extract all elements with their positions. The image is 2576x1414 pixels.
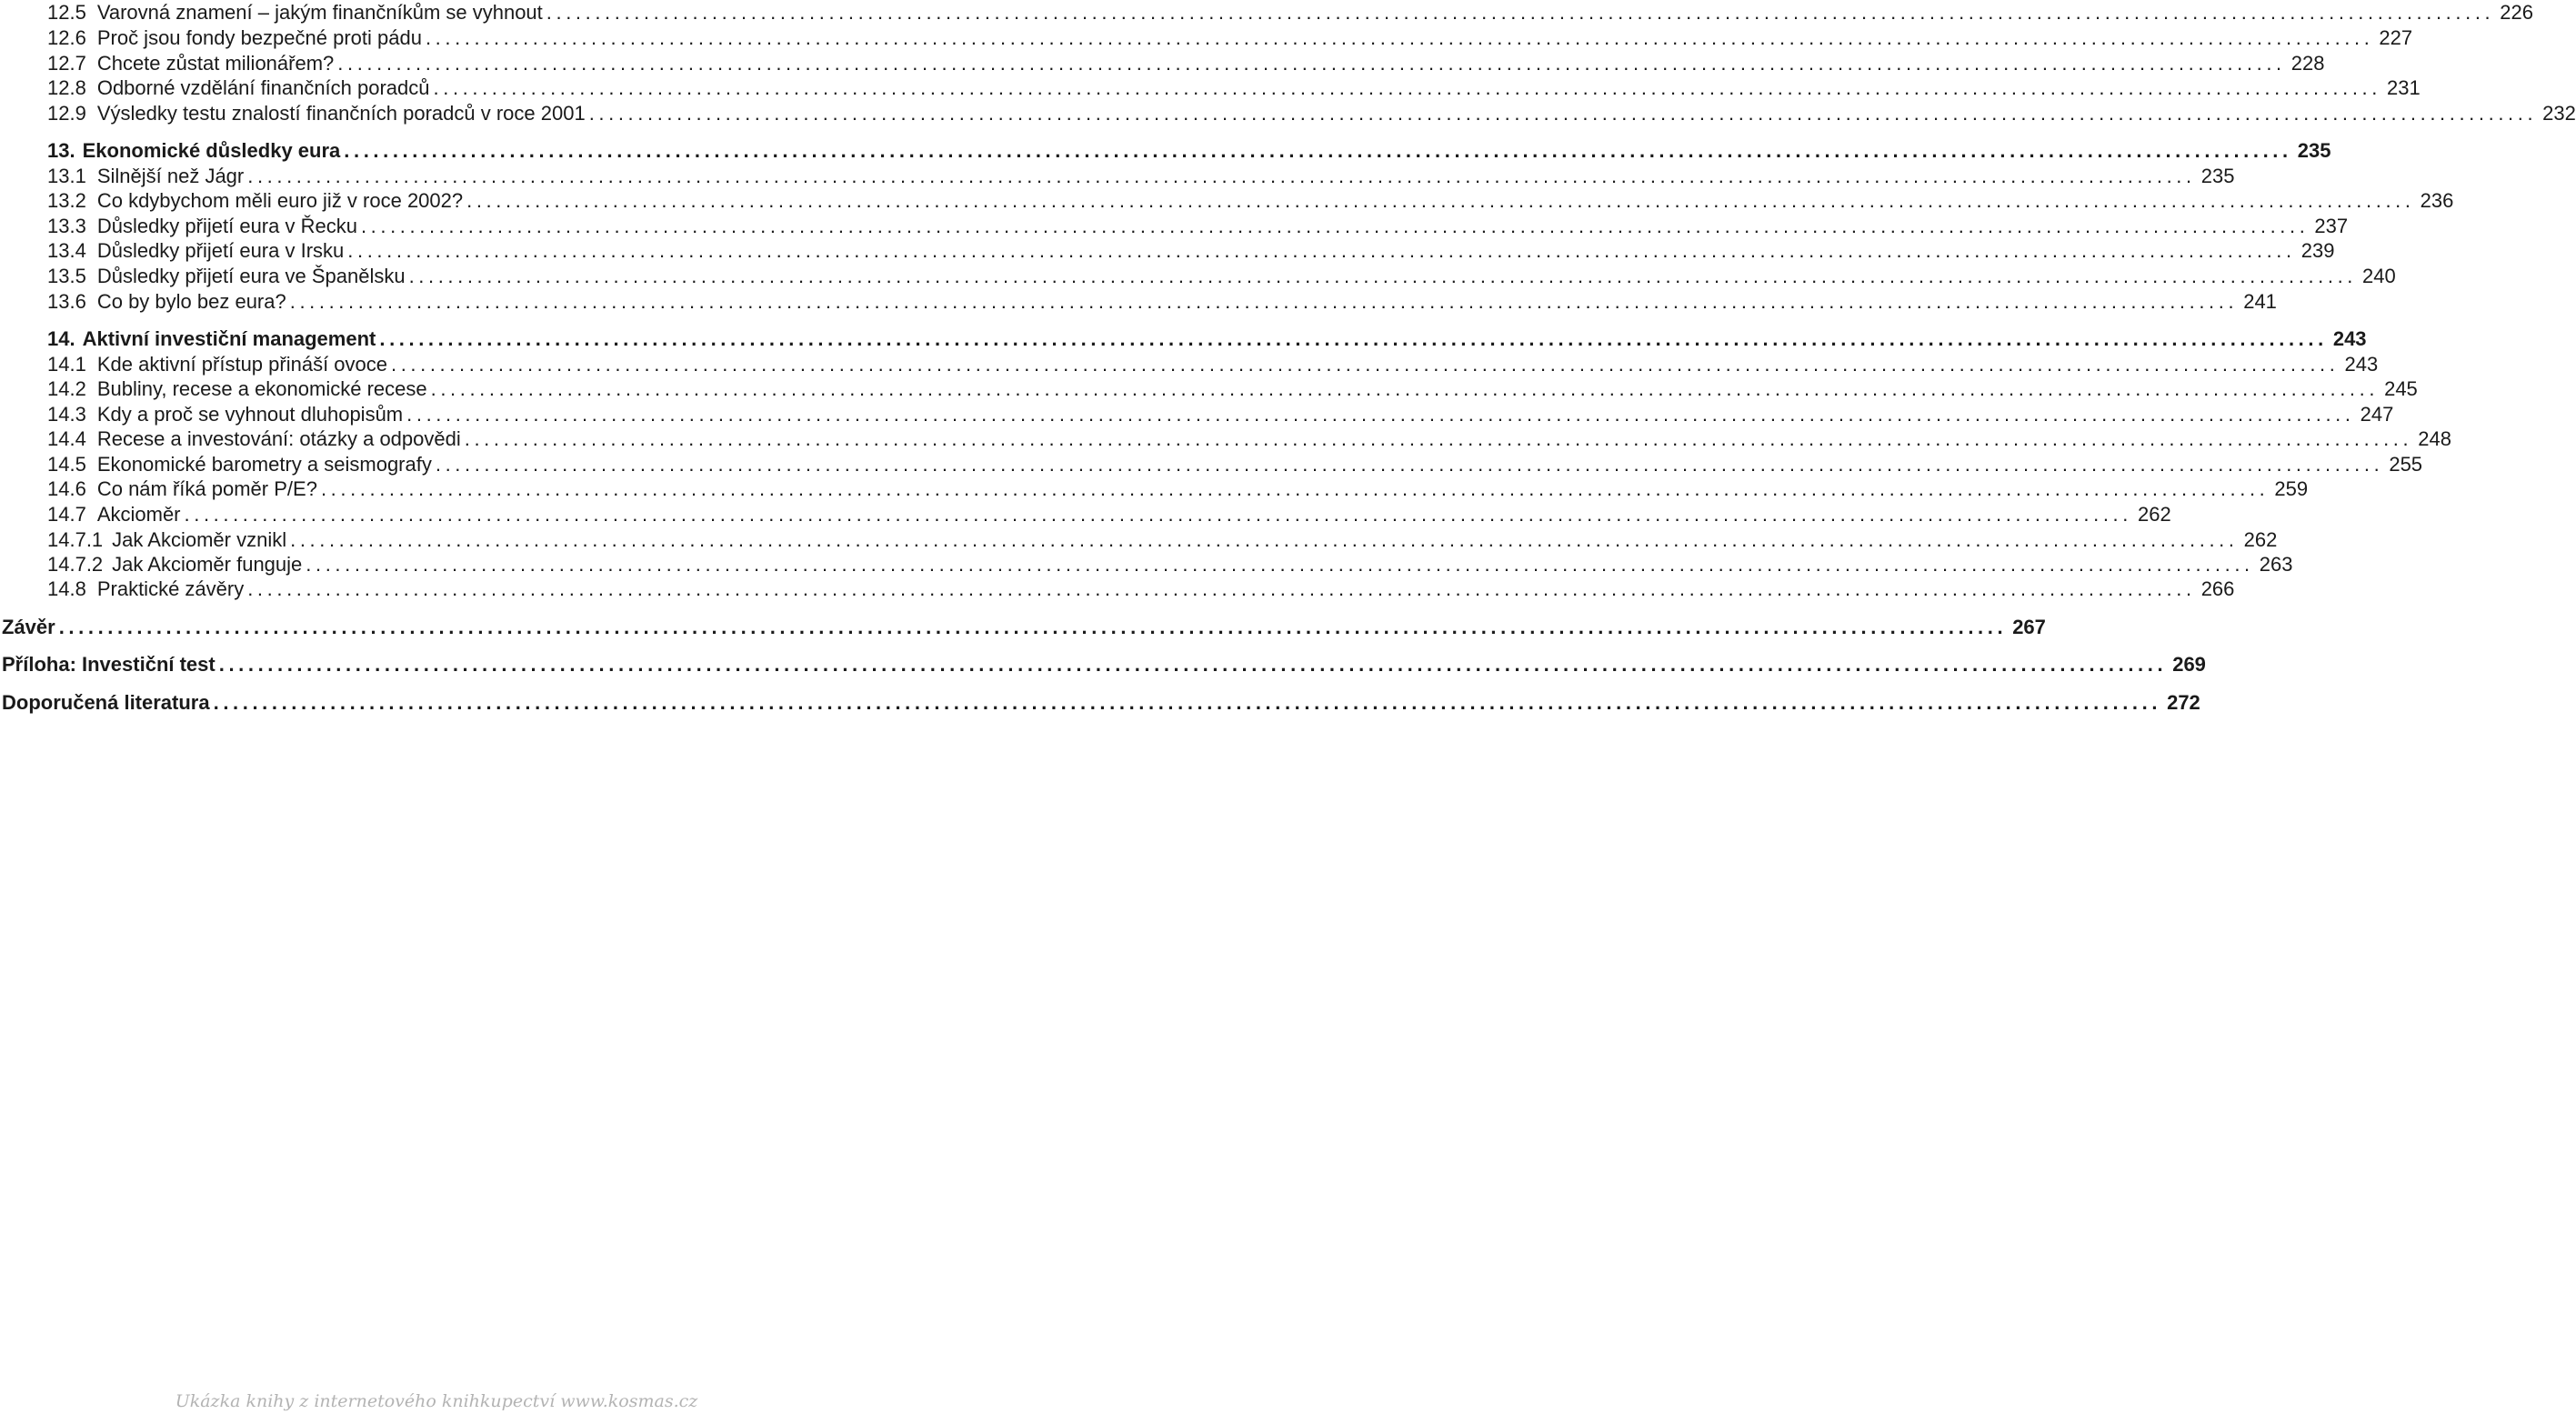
toc-entry bbox=[47, 214, 2349, 239]
toc-entry bbox=[47, 352, 2379, 377]
dot-leader: ........................................................................................................................................................................................................ bbox=[347, 239, 2296, 262]
toc-entry-page: 266 bbox=[2200, 577, 2235, 600]
toc-entry-page: 262 bbox=[2137, 503, 2171, 526]
toc-entry-page: 241 bbox=[2243, 290, 2277, 313]
toc-entry-title: Varovná znamení – jakým finančníkům se vyhnout bbox=[96, 1, 543, 24]
toc-entry-number: 13.2 bbox=[47, 189, 86, 212]
dot-leader: ........................................................................................................................................................................................................ bbox=[213, 691, 2162, 714]
toc-entry-title: Co kdybychom měli euro již v roce 2002? bbox=[96, 189, 464, 212]
toc-entry-page: 235 bbox=[2200, 165, 2235, 187]
toc-entry-number: 14.7.2 bbox=[47, 553, 104, 576]
dot-leader: ........................................................................................................................................................................................................ bbox=[408, 265, 2358, 287]
toc-entry-number: 14. bbox=[47, 327, 75, 350]
dot-leader: ........................................................................................................................................................................................................ bbox=[289, 290, 2239, 313]
toc-entry-title: Doporučená literatura bbox=[2, 691, 210, 714]
toc-entry bbox=[47, 289, 2277, 315]
dot-leader: ........................................................................................................................................................................................................ bbox=[466, 189, 2415, 212]
toc-entry-page: 262 bbox=[2243, 528, 2278, 551]
toc-entry-number: 14.2 bbox=[47, 377, 86, 400]
toc-entry-title: Chcete zůstat milionářem? bbox=[96, 52, 335, 75]
toc-entry-page: 237 bbox=[2314, 215, 2349, 237]
toc-entry-number: 13.1 bbox=[47, 165, 86, 187]
toc-entry bbox=[47, 326, 2367, 352]
toc-entry-title: Aktivní investiční management bbox=[82, 327, 376, 350]
dot-leader: ........................................................................................................................................................................................................ bbox=[306, 553, 2254, 576]
dot-leader: ........................................................................................................................................................................................................ bbox=[433, 76, 2381, 99]
toc-entry-page: 236 bbox=[2420, 189, 2454, 212]
toc-entry bbox=[47, 164, 2235, 189]
dot-leader: ........................................................................................................................................................................................................ bbox=[406, 403, 2355, 426]
dot-leader: ........................................................................................................................................................................................................ bbox=[247, 577, 2196, 600]
dot-leader: ........................................................................................................................................................................................................ bbox=[425, 26, 2374, 49]
toc-entry-page: 263 bbox=[2259, 553, 2293, 576]
toc-entry bbox=[47, 101, 2576, 126]
toc-entry-title: Důsledky přijetí eura v Řecku bbox=[96, 215, 357, 237]
toc-entry bbox=[47, 0, 2533, 25]
toc-entry-page: 232 bbox=[2542, 102, 2576, 125]
toc-entry bbox=[47, 376, 2418, 402]
toc-entry-number: 14.3 bbox=[47, 403, 86, 426]
toc-entry-number: 13. bbox=[47, 139, 75, 162]
toc-entry bbox=[47, 138, 2331, 164]
toc-entry-title: Ekonomické důsledky eura bbox=[82, 139, 341, 162]
dot-leader: ........................................................................................................................................................................................................ bbox=[290, 528, 2239, 551]
toc-entry bbox=[47, 75, 2421, 101]
toc-entry bbox=[47, 25, 2413, 51]
toc-entry-title: Silnější než Jágr bbox=[96, 165, 245, 187]
toc-entry-page: 259 bbox=[2274, 477, 2309, 500]
toc-entry-page: 248 bbox=[2418, 427, 2451, 450]
toc-entry bbox=[47, 402, 2394, 427]
toc-entry bbox=[47, 476, 2309, 502]
toc-entry-number: 13.4 bbox=[47, 239, 86, 262]
toc-entry-number: 14.8 bbox=[47, 577, 86, 600]
toc-entry-page: 228 bbox=[2290, 52, 2325, 75]
toc-entry-title: Akcioměr bbox=[96, 503, 181, 526]
toc-entry-page: 231 bbox=[2386, 76, 2421, 99]
dot-leader: ........................................................................................................................................................................................................ bbox=[546, 1, 2495, 24]
toc-entry-title: Důsledky přijetí eura ve Španělsku bbox=[96, 265, 406, 287]
toc-entry-page: 240 bbox=[2362, 265, 2396, 287]
toc-entry bbox=[47, 51, 2325, 76]
toc-entry-number: 12.5 bbox=[47, 1, 86, 24]
toc-entry bbox=[47, 238, 2335, 264]
toc-entry-title: Ekonomické barometry a seismografy bbox=[96, 453, 432, 476]
toc-entry-page: 247 bbox=[2360, 403, 2394, 426]
toc-entry-page: 243 bbox=[2332, 327, 2367, 350]
toc-entry-number: 14.4 bbox=[47, 427, 86, 450]
toc-entry-number: 12.9 bbox=[47, 102, 86, 125]
toc-entry bbox=[47, 426, 2451, 452]
toc-entry-title: Kdy a proč se vyhnout dluhopisům bbox=[96, 403, 404, 426]
toc-entry-number: 13.3 bbox=[47, 215, 86, 237]
toc-entry bbox=[2, 615, 2046, 640]
toc-entry-title: Praktické závěry bbox=[96, 577, 245, 600]
dot-leader: ........................................................................................................................................................................................................ bbox=[391, 353, 2340, 376]
toc-entry bbox=[47, 188, 2454, 214]
dot-leader: ........................................................................................................................................................................................................ bbox=[464, 427, 2413, 450]
toc-entry-title: Co by bylo bez eura? bbox=[96, 290, 286, 313]
dot-leader: ........................................................................................................................................................................................................ bbox=[320, 477, 2270, 500]
dot-leader: ........................................................................................................................................................................................................ bbox=[58, 616, 2008, 638]
toc-entry-page: 227 bbox=[2379, 26, 2413, 49]
dot-leader: ........................................................................................................................................................................................................ bbox=[430, 377, 2380, 400]
toc-entry bbox=[47, 502, 2171, 527]
toc-entry-title: Bubliny, recese a ekonomické recese bbox=[96, 377, 427, 400]
toc-entry-page: 272 bbox=[2167, 691, 2200, 714]
toc-entry-title: Odborné vzdělání finančních poradců bbox=[96, 76, 430, 99]
dot-leader: ........................................................................................................................................................................................................ bbox=[435, 453, 2384, 476]
toc-entry bbox=[47, 552, 2293, 577]
toc-entry-page: 243 bbox=[2344, 353, 2379, 376]
dot-leader: ........................................................................................................................................................................................................ bbox=[588, 102, 2538, 125]
toc-entry-page: 267 bbox=[2012, 616, 2046, 638]
toc-entry bbox=[47, 577, 2235, 602]
toc-entry-number: 13.6 bbox=[47, 290, 86, 313]
toc-entry-title: Jak Akcioměr vznikl bbox=[112, 528, 287, 551]
footer-watermark: Ukázka knihy z internetového knihkupectví www.kosmas.cz bbox=[175, 1391, 698, 1411]
dot-leader: ........................................................................................................................................................................................................ bbox=[337, 52, 2286, 75]
toc-entry-number: 14.1 bbox=[47, 353, 86, 376]
toc-entry-title: Výsledky testu znalostí finančních poradců v roce 2001 bbox=[96, 102, 586, 125]
toc-entry-number: 14.7 bbox=[47, 503, 86, 526]
dot-leader: ........................................................................................................................................................................................................ bbox=[379, 327, 2328, 350]
toc-entry-number: 14.7.1 bbox=[47, 528, 104, 551]
toc-entry-title: Jak Akcioměr funguje bbox=[112, 553, 303, 576]
toc-entry-page: 235 bbox=[2297, 139, 2331, 162]
toc-entry-page: 239 bbox=[2300, 239, 2335, 262]
dot-leader: ........................................................................................................................................................................................................ bbox=[344, 139, 2292, 162]
toc-entry bbox=[2, 690, 2200, 716]
toc-entry-page: 269 bbox=[2172, 653, 2206, 676]
toc-entry-page: 255 bbox=[2389, 453, 2423, 476]
toc-entry-title: Závěr bbox=[2, 616, 55, 638]
toc-entry-page: 226 bbox=[2500, 1, 2533, 24]
toc-entry-number: 13.5 bbox=[47, 265, 86, 287]
toc-entry bbox=[47, 527, 2278, 553]
toc-entry-title: Proč jsou fondy bezpečné proti pádu bbox=[96, 26, 422, 49]
toc-entry bbox=[47, 452, 2423, 477]
toc-entry-number: 14.6 bbox=[47, 477, 86, 500]
dot-leader: ........................................................................................................................................................................................................ bbox=[218, 653, 2168, 676]
toc-entry-title: Důsledky přijetí eura v Irsku bbox=[96, 239, 345, 262]
toc-entry-title: Příloha: Investiční test bbox=[2, 653, 216, 676]
toc-entry-title: Kde aktivní přístup přináší ovoce bbox=[96, 353, 387, 376]
toc-entry-page: 245 bbox=[2384, 377, 2418, 400]
toc-entry-title: Co nám říká poměr P/E? bbox=[96, 477, 317, 500]
toc-entry-number: 14.5 bbox=[47, 453, 86, 476]
toc-entry-number: 12.7 bbox=[47, 52, 86, 75]
toc-entry bbox=[2, 652, 2206, 677]
toc-entry-title: Recese a investování: otázky a odpovědi bbox=[96, 427, 461, 450]
toc-entry-number: 12.6 bbox=[47, 26, 86, 49]
dot-leader: ........................................................................................................................................................................................................ bbox=[184, 503, 2132, 526]
toc-entry bbox=[47, 264, 2396, 289]
dot-leader: ........................................................................................................................................................................................................ bbox=[247, 165, 2196, 187]
toc-entry-number: 12.8 bbox=[47, 76, 86, 99]
dot-leader: ........................................................................................................................................................................................................ bbox=[360, 215, 2310, 237]
